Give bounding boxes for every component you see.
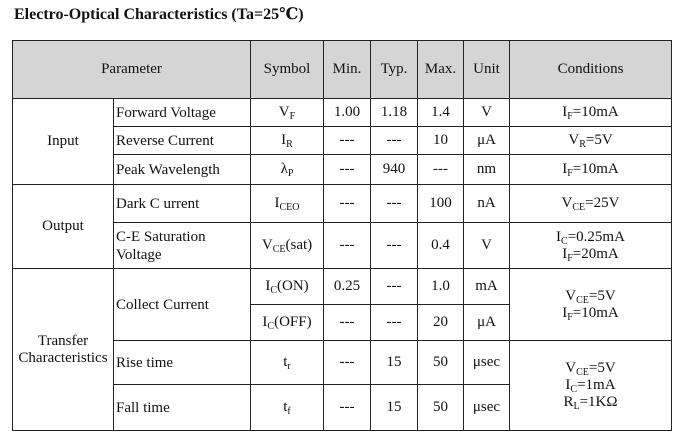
table-row xyxy=(13,269,672,305)
unit-ce-saturation: V xyxy=(464,223,510,269)
electro-optical-table xyxy=(12,40,672,431)
max-rise-time: 50 xyxy=(418,341,464,385)
header-conditions: Conditions xyxy=(510,41,672,99)
min-collect-off: --- xyxy=(324,305,371,341)
table-row xyxy=(13,185,672,223)
symbol-rise-time: $t_r$ xyxy=(251,341,324,385)
max-ce-saturation: 0.4 xyxy=(418,223,464,269)
table-title: Electro-Optical Characteristics (Ta=25℃) xyxy=(14,6,304,23)
group-transfer: Transfer Characteristics xyxy=(13,269,114,431)
param-collect-current: Collect Current xyxy=(114,269,251,341)
unit-dark-current: nA xyxy=(464,185,510,223)
param-dark-current: Dark C urrent xyxy=(114,185,251,223)
param-fall-time: Fall time xyxy=(114,385,251,431)
header-typ: Typ. xyxy=(371,41,418,99)
unit-reverse-current: μA xyxy=(464,127,510,155)
min-collect-on: 0.25 xyxy=(324,269,371,305)
cond-dark-current: $V_{CE}=25V$ xyxy=(510,185,672,223)
symbol-collect-off: $I_C(OFF)$ xyxy=(251,305,324,341)
symbol-fall-time: $t_f$ xyxy=(251,385,324,431)
min-dark-current: --- xyxy=(324,185,371,223)
unit-collect-on: mA xyxy=(464,269,510,305)
unit-forward-voltage: V xyxy=(464,99,510,127)
min-fall-time: --- xyxy=(324,385,371,431)
cond-switching-time: $V_{CE}=5V$ $I_C=1mA$ $R_L=1K\Omega$ xyxy=(510,341,672,431)
max-collect-on: 1.0 xyxy=(418,269,464,305)
symbol-ce-saturation: $V_{CE}(sat)$ xyxy=(251,223,324,269)
header-min: Min. xyxy=(324,41,371,99)
max-dark-current: 100 xyxy=(418,185,464,223)
typ-fall-time: 15 xyxy=(371,385,418,431)
group-input: Input xyxy=(13,99,114,185)
param-rise-time: Rise time xyxy=(114,341,251,385)
header-max: Max. xyxy=(418,41,464,99)
unit-collect-off: μA xyxy=(464,305,510,341)
symbol-reverse-current: $I_R$ xyxy=(251,127,324,155)
param-forward-voltage: Forward Voltage xyxy=(114,99,251,127)
typ-peak-wavelength: 940 xyxy=(371,155,418,185)
max-fall-time: 50 xyxy=(418,385,464,431)
param-ce-saturation: C-E Saturation Voltage xyxy=(114,223,251,269)
typ-rise-time: 15 xyxy=(371,341,418,385)
typ-forward-voltage: 1.18 xyxy=(371,99,418,127)
symbol-collect-on: $I_C(ON)$ xyxy=(251,269,324,305)
cond-collect-current: $V_{CE}=5V$ $I_F=10mA$ xyxy=(510,269,672,341)
group-output: Output xyxy=(13,185,114,269)
table-row xyxy=(13,99,672,127)
min-reverse-current: --- xyxy=(324,127,371,155)
cond-ce-saturation: $I_C=0.25mA$ $I_F=20mA$ xyxy=(510,223,672,269)
typ-dark-current: --- xyxy=(371,185,418,223)
symbol-forward-voltage: $V_F$ xyxy=(251,99,324,127)
min-peak-wavelength: --- xyxy=(324,155,371,185)
symbol-dark-current: $I_{CEO}$ xyxy=(251,185,324,223)
max-peak-wavelength: --- xyxy=(418,155,464,185)
cond-peak-wavelength: $I_F=10mA$ xyxy=(510,155,672,185)
max-collect-off: 20 xyxy=(418,305,464,341)
cond-reverse-current: $V_R=5V$ xyxy=(510,127,672,155)
min-forward-voltage: 1.00 xyxy=(324,99,371,127)
header-parameter: Parameter xyxy=(13,41,251,99)
typ-collect-on: --- xyxy=(371,269,418,305)
symbol-peak-wavelength: $\lambda_P$ xyxy=(251,155,324,185)
typ-ce-saturation: --- xyxy=(371,223,418,269)
header-unit: Unit xyxy=(464,41,510,99)
typ-reverse-current: --- xyxy=(371,127,418,155)
unit-peak-wavelength: nm xyxy=(464,155,510,185)
max-reverse-current: 10 xyxy=(418,127,464,155)
cond-forward-voltage: $I_F=10mA$ xyxy=(510,99,672,127)
unit-fall-time: μsec xyxy=(464,385,510,431)
max-forward-voltage: 1.4 xyxy=(418,99,464,127)
min-rise-time: --- xyxy=(324,341,371,385)
typ-collect-off: --- xyxy=(371,305,418,341)
header-symbol: Symbol xyxy=(251,41,324,99)
min-ce-saturation: --- xyxy=(324,223,371,269)
unit-rise-time: μsec xyxy=(464,341,510,385)
header-row xyxy=(13,41,672,99)
param-reverse-current: Reverse Current xyxy=(114,127,251,155)
param-peak-wavelength: Peak Wavelength xyxy=(114,155,251,185)
